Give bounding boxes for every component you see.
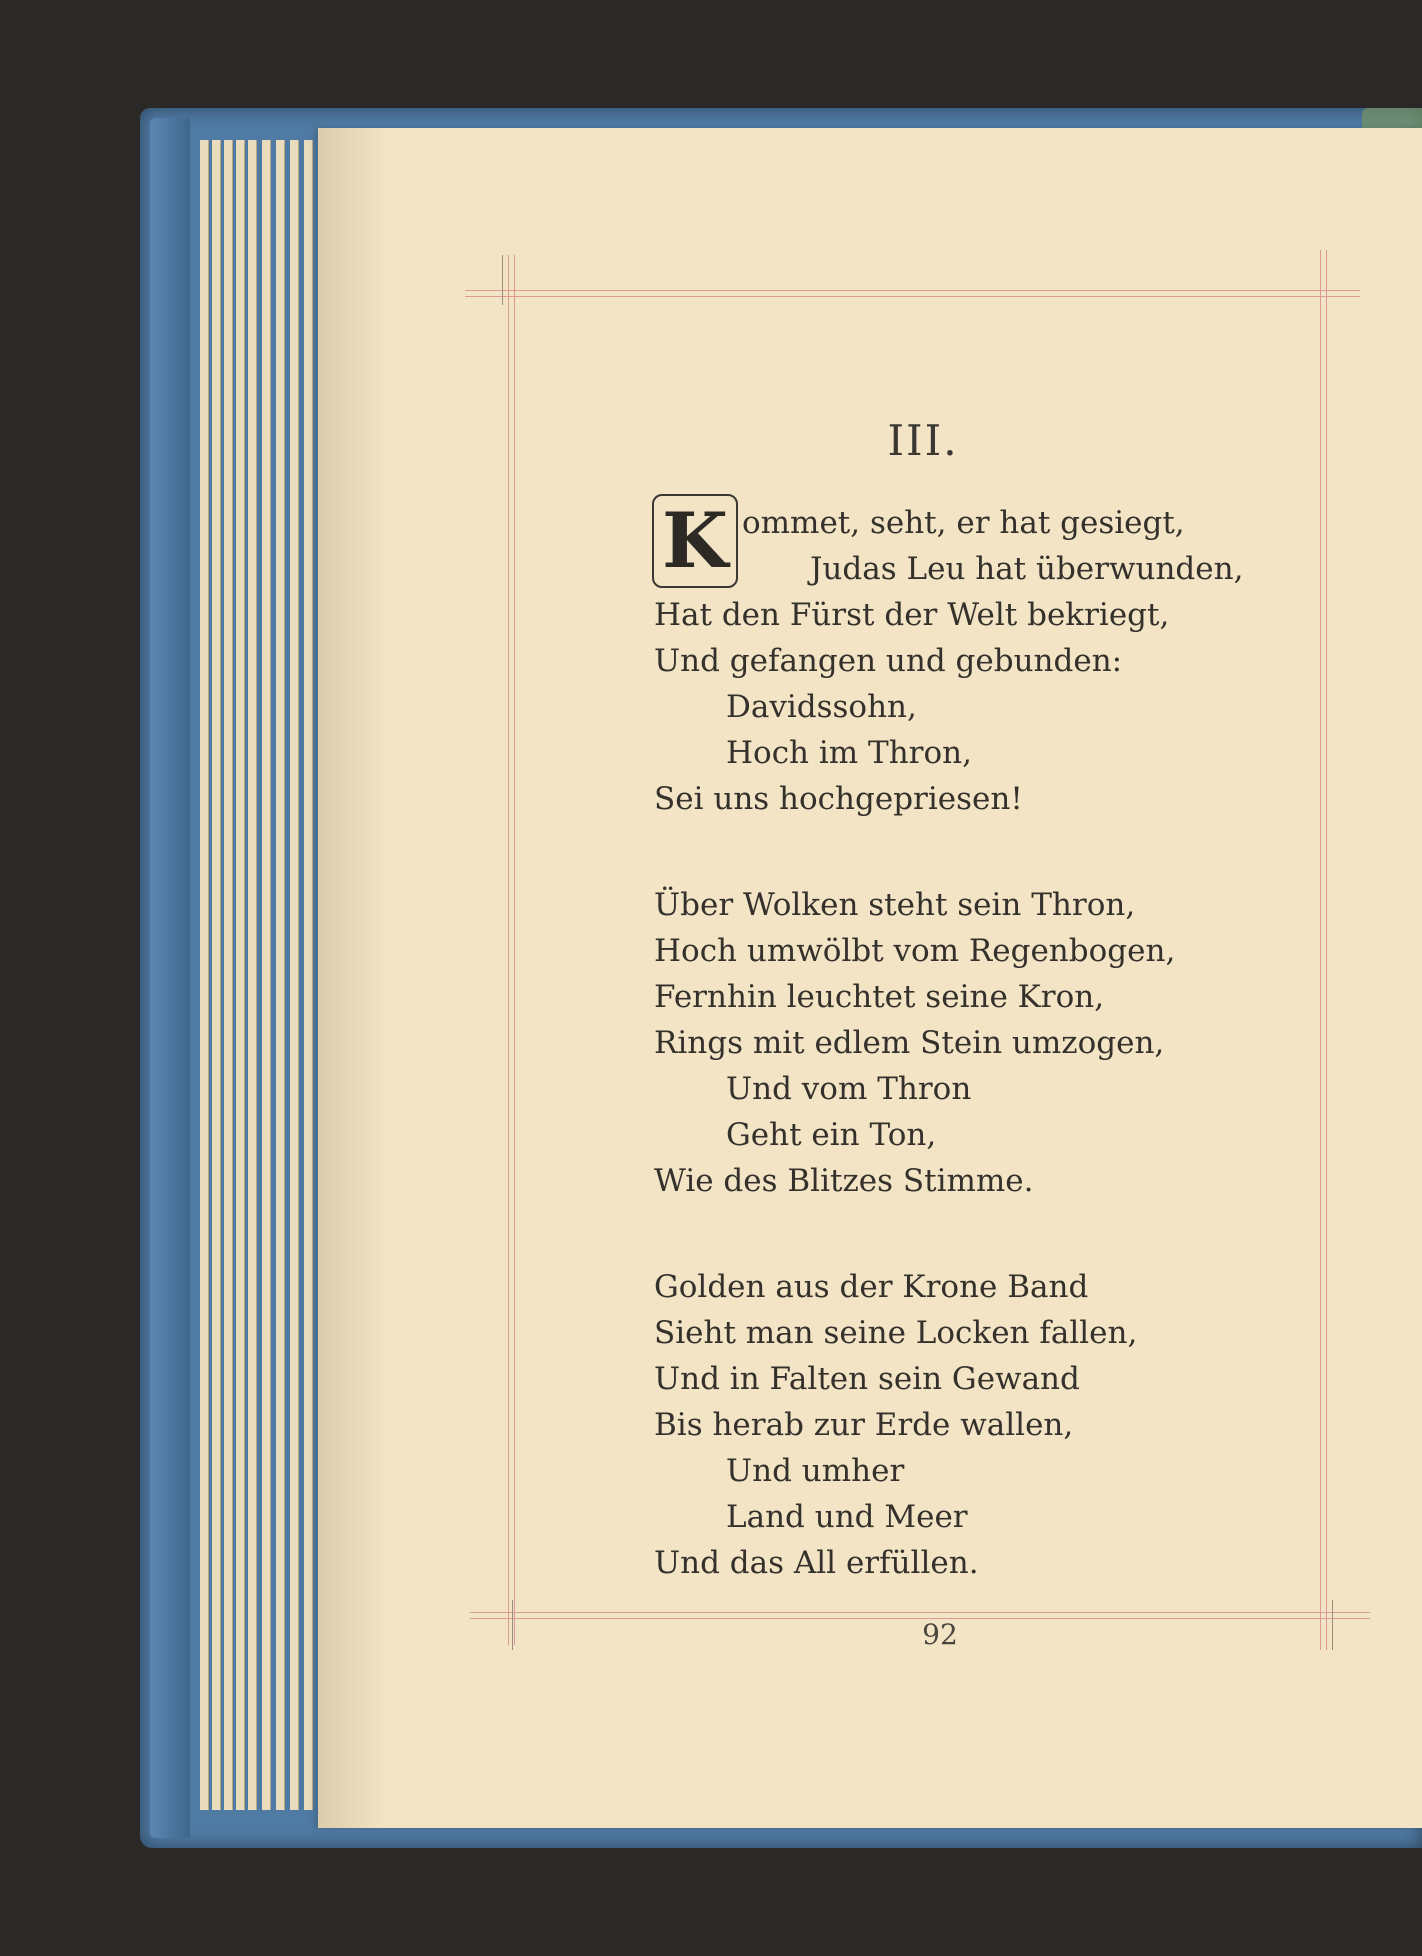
poem-line: Und vom Thron bbox=[726, 1071, 972, 1107]
poem-line: Sieht man seine Locken fallen, bbox=[654, 1315, 1138, 1351]
poem-line: Fernhin leuchtet seine Kron, bbox=[654, 979, 1105, 1015]
stanza-gap bbox=[654, 1204, 1354, 1264]
section-heading-text: III. bbox=[887, 416, 959, 465]
page-stack-edge bbox=[236, 140, 245, 1810]
poem-line: Geht ein Ton, bbox=[726, 1117, 937, 1153]
book-spine-edge bbox=[150, 118, 190, 1838]
poem-line: Bis herab zur Erde wallen, bbox=[654, 1407, 1074, 1443]
poem-line: Wie des Blitzes Stimme. bbox=[654, 1163, 1034, 1199]
poem-line: Judas Leu hat überwunden, bbox=[810, 551, 1244, 587]
poem-line: Land und Meer bbox=[726, 1499, 968, 1535]
frame-rule-left-tick bbox=[502, 255, 503, 305]
poem-line: Golden aus der Krone Band bbox=[654, 1269, 1089, 1305]
frame-rule-top bbox=[465, 296, 1360, 297]
page-stack-edge bbox=[224, 140, 233, 1810]
poem-line: Hat den Fürst der Welt bekriegt, bbox=[654, 597, 1170, 633]
gutter-shadow bbox=[318, 128, 388, 1828]
page-stack-edge bbox=[290, 140, 299, 1810]
poem-line: Hoch umwölbt vom Regenbogen, bbox=[654, 933, 1176, 969]
frame-rule-top bbox=[465, 290, 1360, 291]
poem-line: Und umher bbox=[726, 1453, 905, 1489]
poem-line: Sei uns hochgepriesen! bbox=[654, 781, 1023, 817]
frame-rule-left-tick bbox=[512, 1600, 513, 1650]
page-stack-edge bbox=[262, 140, 271, 1810]
page-stack-edge bbox=[304, 140, 313, 1810]
poem-line: ommet, seht, er hat gesiegt, bbox=[742, 505, 1185, 541]
poem-line: Und das All erfüllen. bbox=[654, 1545, 979, 1581]
frame-rule-right-tick bbox=[1332, 1600, 1333, 1650]
page-number: 92 bbox=[922, 1618, 958, 1651]
page-stack-edge bbox=[248, 140, 257, 1810]
poem-line: Über Wolken steht sein Thron, bbox=[654, 887, 1136, 923]
decorated-initial: K bbox=[652, 494, 738, 588]
frame-rule-bottom bbox=[470, 1612, 1370, 1613]
stanza-gap bbox=[654, 822, 1354, 882]
page-stack-edge bbox=[200, 140, 209, 1810]
poem-line: Davidssohn, bbox=[726, 689, 917, 725]
page-stack-edge bbox=[212, 140, 221, 1810]
page-stack-edge bbox=[276, 140, 285, 1810]
poem-line: Rings mit edlem Stein umzogen, bbox=[654, 1025, 1165, 1061]
poem-line: Und in Falten sein Gewand bbox=[654, 1361, 1080, 1397]
section-heading bbox=[0, 416, 1422, 465]
poem-body bbox=[654, 500, 1354, 1586]
poem-line: Hoch im Thron, bbox=[726, 735, 972, 771]
poem-line: Und gefangen und gebunden: bbox=[654, 643, 1123, 679]
